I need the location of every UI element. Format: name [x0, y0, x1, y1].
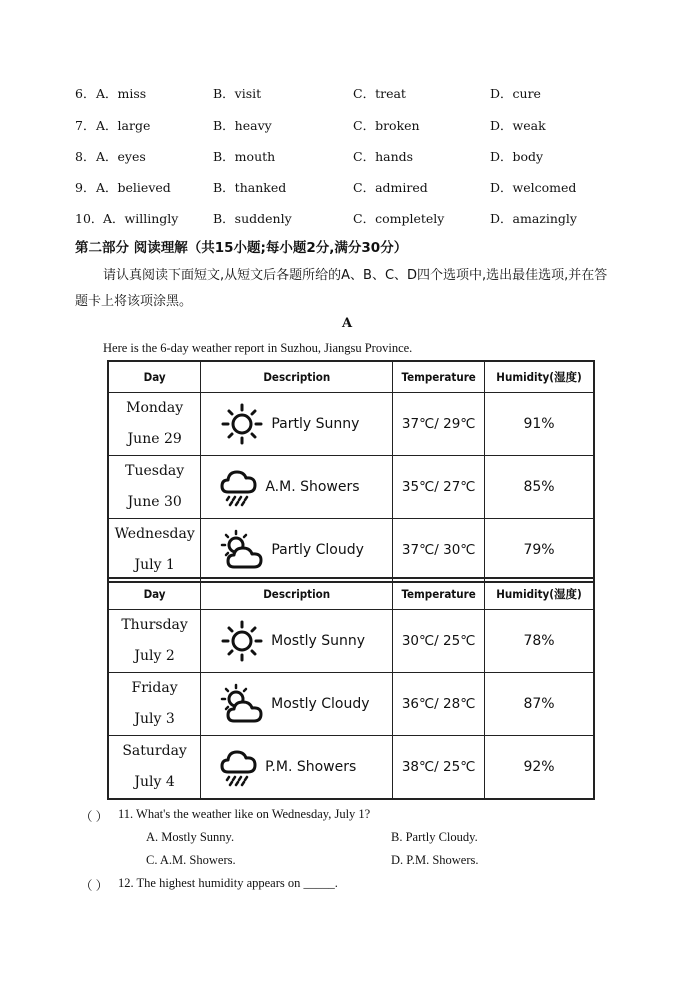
description-cell [201, 736, 393, 800]
answer-blank-11[interactable]: （ ） [80, 810, 109, 824]
description-text: A.M. Showers [265, 479, 360, 495]
humidity-cell: 91% [485, 393, 594, 456]
header-description: Description [201, 578, 393, 610]
question-number: 8． [75, 149, 96, 164]
table-row [108, 519, 594, 583]
option-d[interactable]: D．amazingly [490, 211, 577, 226]
day-date: June 29 [127, 431, 182, 447]
option-a[interactable]: A．believed [96, 180, 171, 195]
temperature-cell: 37℃/ 29℃ [393, 393, 485, 456]
question-number: 10． [75, 211, 104, 226]
table-row [108, 610, 594, 673]
answer-blank-12[interactable]: （ ） [80, 879, 109, 893]
option-c[interactable]: C．treat [353, 86, 406, 101]
day-name: Tuesday [125, 463, 185, 479]
option-b[interactable]: B．heavy [213, 118, 272, 133]
temperature-cell: 35℃/ 27℃ [393, 456, 485, 519]
q11-option-a[interactable]: A. Mostly Sunny. [146, 830, 235, 844]
description-cell [201, 393, 393, 456]
day-name: Thursday [121, 617, 188, 633]
header-day: Day [108, 361, 201, 393]
humidity-cell: 87% [485, 673, 595, 736]
description-cell [201, 519, 393, 583]
day-date: June 30 [127, 494, 182, 510]
temperature-cell: 38℃/ 25℃ [393, 736, 485, 800]
passage-letter: A [342, 316, 353, 331]
table-row [108, 393, 594, 456]
description-text: Mostly Cloudy [271, 696, 370, 712]
day-date: July 3 [134, 711, 175, 727]
rain-cloud-icon [219, 466, 259, 508]
weather-table-1 [107, 360, 595, 583]
day-date: July 2 [134, 648, 175, 664]
choice-row-10 [0, 209, 695, 229]
rain-cloud-icon [219, 746, 259, 788]
option-d[interactable]: D．welcomed [490, 180, 577, 195]
header-temperature: Temperature [393, 361, 485, 393]
choice-row-8 [0, 147, 695, 167]
choice-row-7 [0, 116, 695, 136]
instructions: 请认真阅读下面短文,从短文后各题所给的A、B、C、D四个选项中,选出最佳选项,并在答题卡上将该项涂黑。 [75, 268, 608, 309]
question-number: 7． [75, 118, 96, 133]
day-cell [108, 610, 201, 673]
q11-option-c[interactable]: C. A.M. Showers. [146, 853, 236, 867]
temperature-cell: 36℃/ 28℃ [393, 673, 485, 736]
sun-icon [219, 620, 265, 662]
description-text: Partly Cloudy [271, 542, 364, 558]
question-11-stem: 11. What's the weather like on Wednesday, July 1? [118, 807, 371, 821]
question-number: 9． [75, 180, 96, 195]
day-date: July 1 [134, 557, 175, 573]
header-humidity: Humidity(湿度) [485, 361, 594, 393]
option-b[interactable]: B．thanked [213, 180, 287, 195]
option-c[interactable]: C．hands [353, 149, 414, 164]
section-title: 第二部分 阅读理解（共15小题;每小题2分,满分30分） [75, 240, 408, 256]
q11-option-d[interactable]: D. P.M. Showers. [391, 853, 479, 867]
question-number: 6． [75, 86, 96, 101]
option-a[interactable]: A．willingly [103, 211, 179, 226]
description-text: Partly Sunny [271, 416, 360, 432]
humidity-cell: 79% [485, 519, 594, 583]
header-day: Day [108, 578, 201, 610]
header-temperature: Temperature [393, 578, 485, 610]
table-header-row [108, 578, 594, 610]
option-d[interactable]: D．body [490, 149, 544, 164]
header-description: Description [201, 361, 393, 393]
sun-icon [219, 403, 265, 445]
question-12-stem: 12. The highest humidity appears on _____. [118, 876, 338, 890]
choice-row-6 [0, 84, 695, 104]
description-cell [201, 673, 393, 736]
day-cell [108, 673, 201, 736]
option-d[interactable]: D．weak [490, 118, 546, 133]
q11-option-b[interactable]: B. Partly Cloudy. [391, 830, 478, 844]
weather-table-2 [107, 577, 595, 800]
day-cell [108, 519, 201, 583]
day-date: July 4 [134, 774, 175, 790]
day-name: Saturday [122, 743, 187, 759]
day-name: Friday [131, 680, 178, 696]
table-row [108, 456, 594, 519]
sun-cloud-icon [219, 683, 265, 725]
table-row [108, 673, 594, 736]
humidity-cell: 92% [485, 736, 595, 800]
option-a[interactable]: A．large [96, 118, 151, 133]
day-cell [108, 456, 201, 519]
temperature-cell: 37℃/ 30℃ [393, 519, 485, 583]
day-name: Monday [126, 400, 184, 416]
humidity-cell: 78% [485, 610, 595, 673]
description-cell [201, 610, 393, 673]
temperature-cell: 30℃/ 25℃ [393, 610, 485, 673]
option-b[interactable]: B．visit [213, 86, 262, 101]
header-humidity: Humidity(湿度) [485, 578, 595, 610]
humidity-cell: 85% [485, 456, 594, 519]
table-row [108, 736, 594, 800]
option-b[interactable]: B．suddenly [213, 211, 292, 226]
day-name: Wednesday [114, 526, 195, 542]
option-c[interactable]: C．admired [353, 180, 428, 195]
choice-row-9 [0, 178, 695, 198]
day-cell [108, 736, 201, 800]
description-cell [201, 456, 393, 519]
sun-cloud-icon [219, 529, 265, 571]
day-cell [108, 393, 201, 456]
option-a[interactable]: A．miss [96, 86, 147, 101]
option-c[interactable]: C．completely [353, 211, 445, 226]
description-text: Mostly Sunny [271, 633, 365, 649]
option-d[interactable]: D．cure [490, 86, 541, 101]
option-b[interactable]: B．mouth [213, 149, 276, 164]
option-c[interactable]: C．broken [353, 118, 420, 133]
option-a[interactable]: A．eyes [96, 149, 146, 164]
passage-intro: Here is the 6-day weather report in Suzhou, Jiangsu Province. [103, 341, 413, 355]
table-header-row [108, 361, 594, 393]
description-text: P.M. Showers [265, 759, 357, 775]
